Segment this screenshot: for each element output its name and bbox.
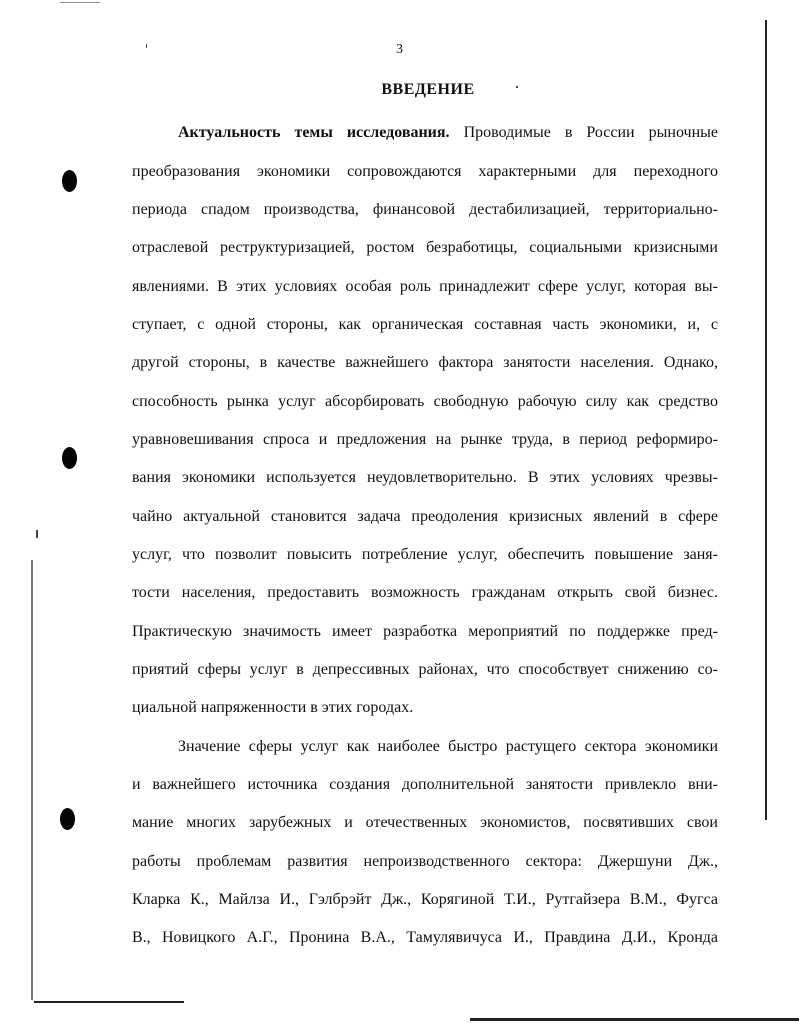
- top-scan-edge: [60, 2, 100, 3]
- bottom-scan-edge: [34, 1001, 184, 1003]
- paragraph-line: и важнейшего источника создания дополнительной занятости привлекло вни-: [132, 776, 718, 793]
- paragraph-line: явлениями. В этих условиях особая роль принадлежит сфере услуг, которая вы-: [132, 278, 718, 295]
- right-scan-edge: [765, 20, 767, 820]
- punch-hole-bottom: [60, 808, 75, 830]
- paragraph-line: ступает, с одной стороны, как органическая составная часть экономики, и, с: [132, 316, 718, 333]
- punch-hole-middle: [62, 447, 77, 469]
- paragraph-line: циальной напряженности в этих городах.: [132, 699, 414, 716]
- bottom-right-scan-edge: [470, 1018, 799, 1021]
- paragraph-line: уравновешивания спроса и предложения на рынке труда, в период реформиро-: [132, 431, 718, 448]
- left-scan-edge: [31, 560, 33, 1000]
- paragraph-line: Значение сферы услуг как наиболее быстро растущего сектора экономики: [178, 738, 718, 755]
- paragraph-line: преобразования экономики сопровождаются характерными для переходного: [132, 163, 718, 180]
- paragraph-line: способность рынка услуг абсорбировать свободную рабочую силу как средство: [132, 393, 718, 410]
- paragraph-line: приятий сферы услуг в депрессивных районах, что способствует снижению со-: [132, 661, 718, 678]
- paragraph-line: В., Новицкого А.Г., Пронина В.А., Тамулявичуса И., Правдина Д.И., Кронда: [132, 929, 718, 946]
- paragraph-line: мание многих зарубежных и отечественных экономистов, посвятивших свои: [132, 814, 718, 831]
- paragraph-line: Кларка К., Майлза И., Гэлбрэйт Дж., Корягиной Т.И., Рутгайзера В.М., Фугса: [132, 891, 718, 908]
- page-number: 3: [396, 42, 403, 57]
- paragraph-line: другой стороны, в качестве важнейшего фактора занятости населения. Однако,: [132, 354, 718, 371]
- paragraph-text: Проводимые в России рыночные: [449, 124, 718, 141]
- section-heading: Актуальность темы исследования.: [178, 124, 450, 141]
- paragraph-line: услуг, что позволит повысить потребление услуг, обеспечить повышение заня-: [132, 546, 718, 563]
- paragraph-line: отраслевой реструктуризацией, ростом безработицы, социальными кризисными: [132, 239, 718, 256]
- paragraph-line: вания экономики используется неудовлетворительно. В этих условиях чрезвы-: [132, 469, 718, 486]
- paragraph-line: [178, 122, 718, 144]
- scan-speck: [36, 530, 38, 538]
- punch-hole-top: [62, 170, 77, 192]
- page-title: ВВЕДЕНИЕ: [381, 81, 475, 98]
- paragraph-line: Практическую значимость имеет разработка мероприятий по поддержке пред-: [132, 623, 718, 640]
- paragraph-line: тости населения, предоставить возможность гражданам открыть свой бизнес.: [132, 584, 718, 601]
- paragraph-line: работы проблемам развития непроизводственного сектора: Джершуни Дж.,: [132, 853, 718, 870]
- paragraph-line: периода спадом производства, финансовой дестабилизацией, территориально-: [132, 201, 718, 218]
- paragraph-line: чайно актуальной становится задача преодоления кризисных явлений в сфере: [132, 508, 718, 525]
